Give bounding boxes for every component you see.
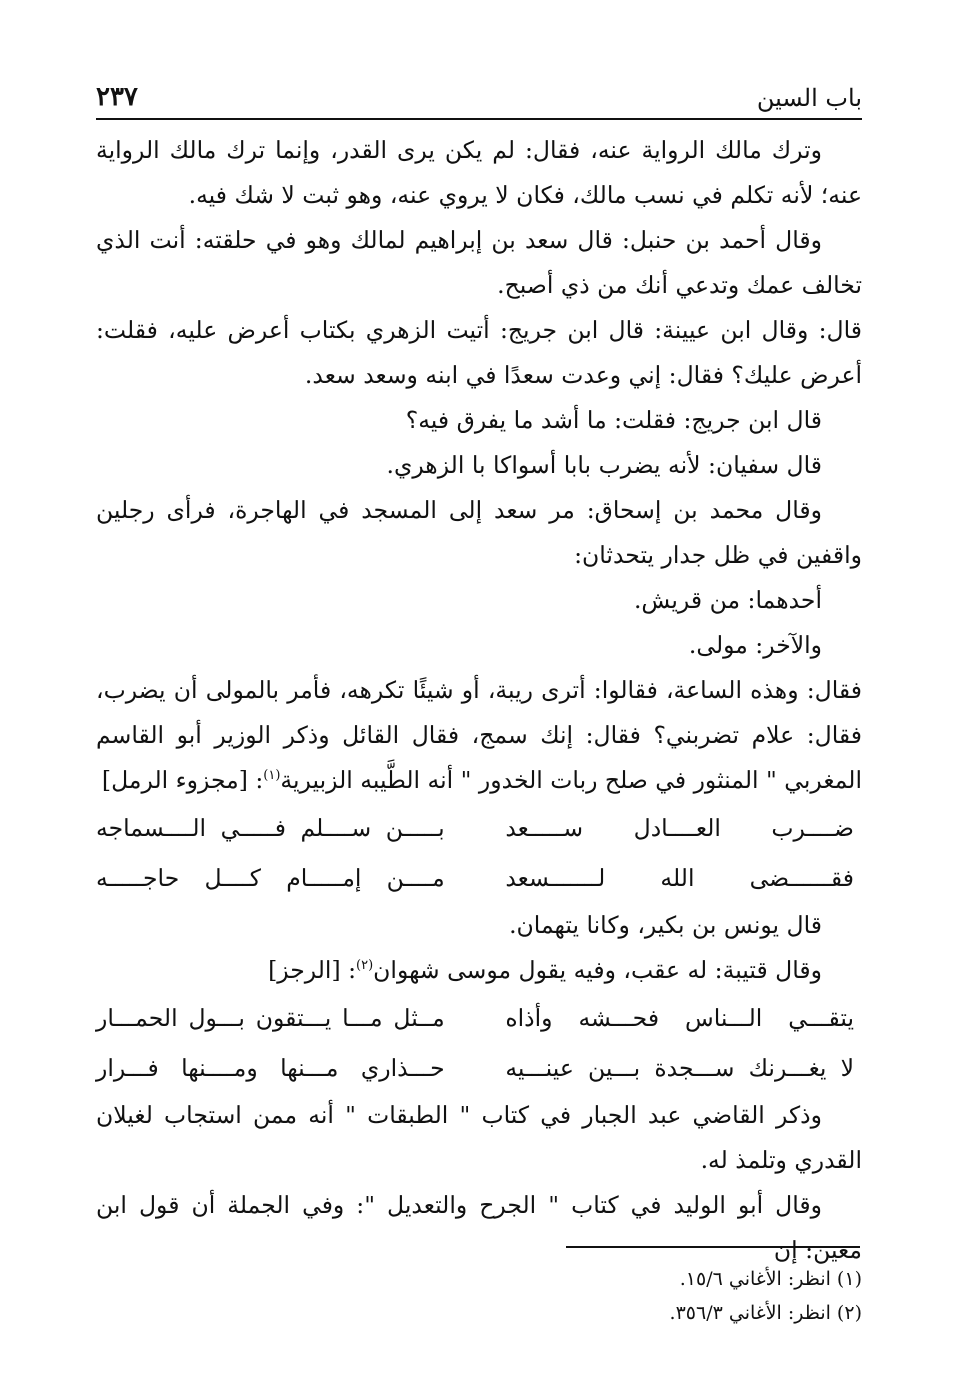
footnote-separator [566,1246,860,1248]
footnote: (٢) انظر: الأغاني ٣٥٦/٣. [669,1302,862,1324]
paragraph: قال: وقال ابن عيينة: قال ابن جريج: أتيت الزهري بكتاب أعرض عليه، فقلت: أعرض عليك؟ فقال: إني وعدت سعدًا في ابنه وسعد سعد. [96,316,862,389]
verse-first-hemistich: لا يغـــرنك ســـجدة بـــين عينـــيه [505,1054,854,1082]
verse-line [96,1043,862,1093]
verse-second-hemistich: بـــــن ســــلم فـــــي الــــسماجه [96,814,445,842]
running-title: باب السين [756,84,862,112]
footnotes [96,1262,862,1330]
paragraph: وقال أبو الوليد في كتاب " الجرح والتعديل ": وفي الجملة أن قول ابن معين: إن [96,1191,862,1264]
main-text [96,128,862,1273]
verse-first-hemistich: ضــــرب العــــادل ســـــعد [505,814,854,842]
verse-second-hemistich: مــثل مـــا يـــتقون بـــول الحمـــار [96,1004,445,1032]
verse-line [96,853,862,903]
paragraph: قال ابن جريج: فقلت: ما أشد ما يفرق فيه؟ [405,406,822,434]
verse-line [96,993,862,1043]
page-header [96,78,862,120]
paragraph: وقال محمد بن إسحاق: مر سعد إلى المسجد في الهاجرة، فرأى رجلين واقفين في ظل جدار يتحدثان: [96,496,862,569]
verse-first-hemistich: فقــــــضى الله لـــــــسعد [505,864,854,892]
verse-second-hemistich: مــــن إمـــــام كــــل حاجـــــه [96,864,445,892]
paragraph-with-note [96,668,862,803]
paragraph: قال سفيان: لأنه يضرب بابا أسواكا با الزهري. [386,451,822,479]
paragraph: أحدهما: من قريش. [633,586,822,614]
footnote: (١) انظر: الأغاني ١٥/٦. [679,1268,862,1290]
paragraph-with-note [96,948,862,993]
meter-label: : [مجزوء الرمل] [101,766,264,794]
paragraph: والآخر: مولى. [688,631,822,659]
verse-second-hemistich: حـــذاري مـــنها ومــــنها فـــرار [96,1054,445,1082]
paragraph: وترك مالك الرواية عنه، فقال: لم يكن يرى القدر، وإنما ترك مالك الرواية عنه؛ لأنه تكلم في نسب مالك، فكان لا يروي عنه، وهو ثبت لا شك فيه. [96,136,862,209]
verse-first-hemistich: يتقـــي الـــناس فحـــشه وأذاه [505,1004,854,1032]
paragraph-text: فقال: وهذه الساعة، فقالوا: أترى ريبة، أو شيئًا تكرهه، فأمر بالمولى أن يضرب، فقال: علام تضربني؟ فقال: إنك سمج، فقال القائل وذكر الوزير أبو القاسم المغربي " المنثور في صلح ربات الخدور " أنه الطَّيبه الزبيرية [96,676,862,794]
verse-line [96,803,862,853]
footnote-ref[interactable]: (١) [263,768,281,784]
paragraph: وقال أحمد بن حنبل: قال سعد بن إبراهيم لمالك وهو في حلقته: أنت الذي تخالف عمك وتدعي أنك من ذي أصبح. [96,226,862,299]
paragraph-text: وقال قتيبة: له عقب، وفيه يقول موسى شهوان [373,956,822,984]
paragraph: قال يونس بن بكير، وكانا يتهمان. [509,911,822,939]
paragraph: وذكر القاضي عبد الجبار في كتاب " الطبقات " أنه ممن استجاب لغيلان القدري وتلمذ له. [96,1101,862,1174]
page-number: ٢٣٧ [96,82,138,112]
footnote-ref[interactable]: (٢) [356,958,374,974]
meter-label: : [الرجز] [268,956,357,984]
